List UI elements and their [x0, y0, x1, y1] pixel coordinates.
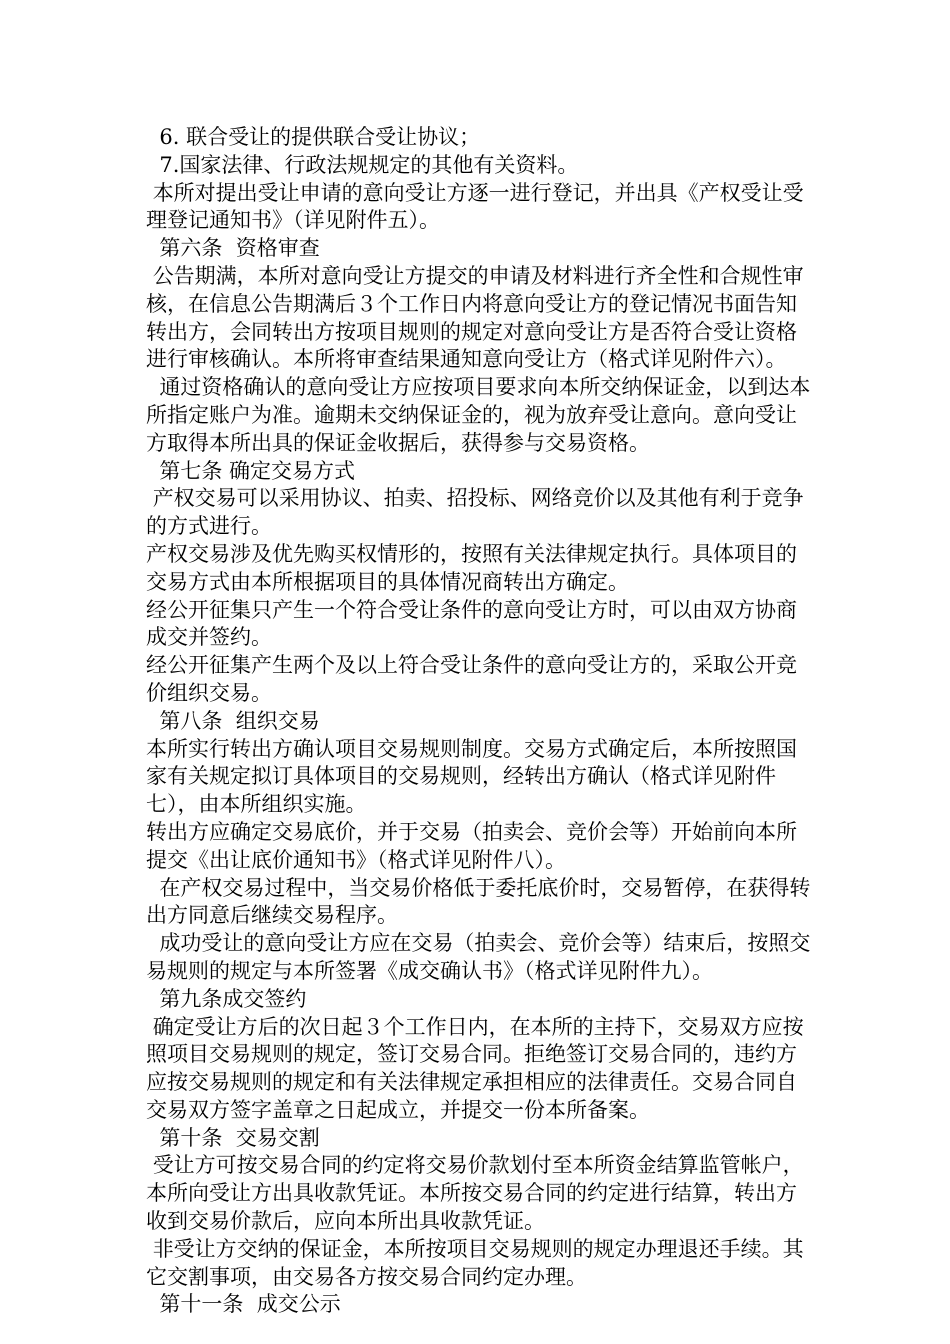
paragraph: 受让方可按交易合同的约定将交易价款划付至本所资金结算监管帐户，本所向受让方出具收款凭证。本所按交易合同的约定进行结算，转出方收到交易价款后，应向本所出具收款凭证。: [146, 1153, 804, 1234]
document-page: [146, 124, 816, 1319]
paragraph: 产权交易涉及优先购买权情形的，按照有关法律规定执行。具体项目的交易方式由本所根据项目的具体情况商转出方确定。: [146, 541, 797, 594]
paragraph: 转出方应确定交易底价，并于交易（拍卖会、竞价会等）开始前向本所提交《出让底价通知书》（格式详见附件八）。: [146, 819, 797, 872]
paragraph: 经公开征集产生两个及以上符合受让条件的意向受让方的，采取公开竞价组织交易。: [146, 653, 797, 705]
paragraph: 在产权交易过程中，当交易价格低于委托底价时，交易暂停，在获得转出方同意后继续交易程序。: [146, 875, 811, 928]
paragraph: 本所实行转出方确认项目交易规则制度。交易方式确定后，本所按照国家有关规定拟订具体项目的交易规则，经转出方确认（格式详见附件七），由本所组织实施。: [146, 736, 797, 817]
article-heading: 第九条成交签约: [146, 986, 307, 1011]
paragraph: 产权交易可以采用协议、拍卖、招投标、网络竞价以及其他有利于竞争的方式进行。: [146, 486, 804, 539]
paragraph: 通过资格确认的意向受让方应按项目要求向本所交纳保证金，以到达本所指定账户为准。逾期未交纳保证金的，视为放弃受让意向。意向受让方取得本所出具的保证金收据后，获得参与交易资格。: [146, 375, 811, 455]
list-item: 7.国家法律、行政法规规定的其他有关资料。: [146, 152, 579, 177]
paragraph: 经公开征集只产生一个符合受让条件的意向受让方时，可以由双方协商成交并签约。: [146, 597, 797, 650]
list-item: 6. 联合受让的提供联合受让协议；: [146, 125, 481, 149]
paragraph: 非受让方交纳的保证金，本所按项目交易规则的规定办理退还手续。其它交割事项，由交易各方按交易合同约定办理。: [146, 1236, 804, 1289]
paragraph: 确定受让方后的次日起３个工作日内，在本所的主持下，交易双方应按照项目交易规则的规定，签订交易合同。拒绝签订交易合同的，违约方应按交易规则的规定和有关法律规定承担相应的法律责任。交易合同自交易双方签字盖章之日起成立，并提交一份本所备案。: [146, 1014, 804, 1122]
article-heading: 第七条 确定交易方式: [146, 458, 356, 483]
paragraph: 本所对提出受让申请的意向受让方逐一进行登记，并出具《产权受让受理登记通知书》（详见附件五）。: [146, 180, 804, 233]
article-heading: 第六条 资格审查: [146, 236, 320, 261]
paragraph: 成功受让的意向受让方应在交易（拍卖会、竞价会等）结束后，按照交易规则的规定与本所签署《成交确认书》（格式详见附件九）。: [146, 931, 811, 983]
paragraph: 公告期满，本所对意向受让方提交的申请及材料进行齐全性和合规性审核，在信息公告期满后３个工作日内将意向受让方的登记情况书面告知转出方，会同转出方按项目规则的规定对意向受让方是否符合受让资格进行审核确认。本所将审查结果通知意向受让方（格式详见附件六）。: [146, 263, 804, 372]
article-heading: 第十条 交易交割: [146, 1125, 320, 1150]
article-heading: 第十一条 成交公示: [146, 1292, 341, 1317]
article-heading: 第八条 组织交易: [146, 708, 320, 733]
